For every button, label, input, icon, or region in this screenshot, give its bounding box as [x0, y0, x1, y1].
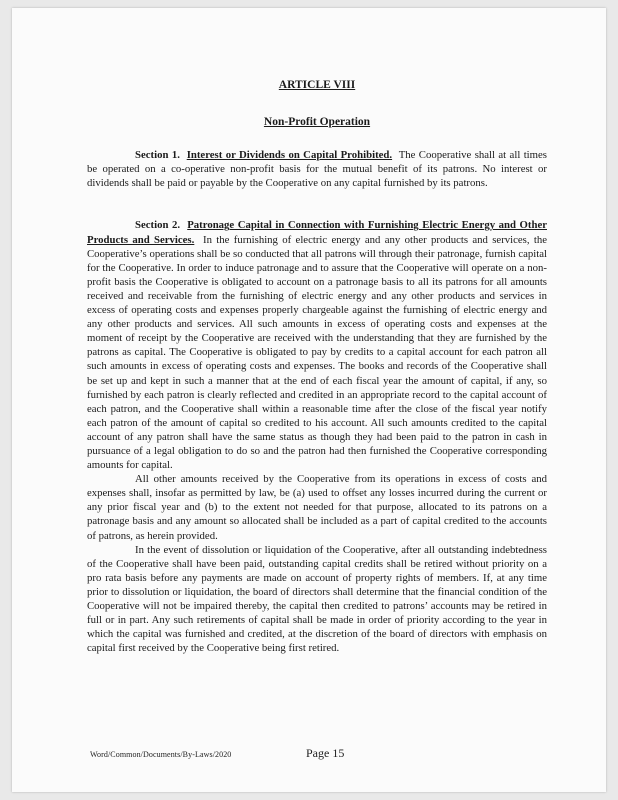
section-2-paragraph-1: [87, 218, 547, 472]
section-1-title: Interest or Dividends on Capital Prohibited.: [186, 149, 393, 162]
section-2-paragraph-3: In the event of dissolution or liquidation of the Cooperative, after all outstanding indebtedness of the Cooperative shall have been paid, outstanding capital credits shall be retired without priority on a pro rata basis before any payments are made on account of property rights of members. If, at any time prior to dissolution or liquidation, the board of directors shall determine that the financial condition of the Cooperative will not be impaired thereby, the capital then credited to patrons’ accounts may be retired in full or in part. Any such retirements of capital shall be made in order of priority according to the year in which the capital was furnished and credited, at the discretion of the board of directors with emphasis on capital first received by the Cooperative being first retired.: [87, 543, 547, 655]
article-title: ARTICLE VIII: [278, 79, 356, 91]
section-1-text: The Cooperative shall at all times be operated on a co-operative non-profit basis for the mutual benefit of its patrons. No interest or dividends shall be paid or payable by the Cooperative on any capital furnished by its patrons.: [87, 149, 547, 190]
section-1-label: Section 1.: [135, 149, 180, 162]
section-2-text: In the furnishing of electric energy and any other products and services, the Cooperative’s operations shall be so conducted that all patrons will through their patronage, furnish capital for the Cooperative. In order to induce patronage and to assure that the Cooperative will operate on a non-profit basis the Cooperative is obligated to account on a patronage basis to all its patrons for all amounts received and receivable from the furnishing of electric energy and any other products and services in excess of operating costs and expenses properly chargeable against the furnishing of electric energy and any other products and services. All such amounts in excess of operating costs and expenses at the moment of receipt by the Cooperative are received with the understanding that they are furnished by the patrons as capital. The Cooperative is obligated to pay by credits to a capital account for each patron all such amounts in excess of operating costs and expenses. The books and records of the Cooperative shall be set up and kept in such a manner that at the end of each fiscal year the amount of capital, if any, so furnished by each patron is clearly reflected and credited in an appropriate record to the capital account of each patron, and the Cooperative shall within a reasonable time after the close of the fiscal year notify each patron of the amount of capital so credited to his account. All such amounts credited to the capital account of any patron shall have the same status as though they had been paid to the patron in cash in pursuance of a legal obligation to do so and the patron had then furnished the Cooperative corresponding amounts for capital.: [87, 233, 548, 472]
document-body: [87, 78, 547, 655]
page-number: Page 15: [306, 746, 345, 760]
section-spacer: [87, 190, 547, 218]
document-page: [12, 8, 606, 792]
footer-file-path: Word/Common/Documents/By-Laws/2020: [90, 750, 232, 759]
section-2-paragraph-2: All other amounts received by the Cooperative from its operations in excess of costs and expenses shall, insofar as permitted by law, be (a) used to offset any losses incurred during the current or any prior fiscal year and (b) to the extent not needed for that purpose, allocated to its patrons on a patronage basis and any amount so allocated shall be included as a part of capital credited to the accounts of patrons, as herein provided.: [87, 473, 547, 542]
section-1-paragraph: [87, 148, 547, 190]
section-2-title: Patronage Capital in Connection with Furnishing Electric Energy and Other Products and Services.: [87, 219, 547, 246]
section-2-label: Section 2.: [135, 219, 181, 232]
article-subtitle: Non-Profit Operation: [263, 116, 371, 129]
